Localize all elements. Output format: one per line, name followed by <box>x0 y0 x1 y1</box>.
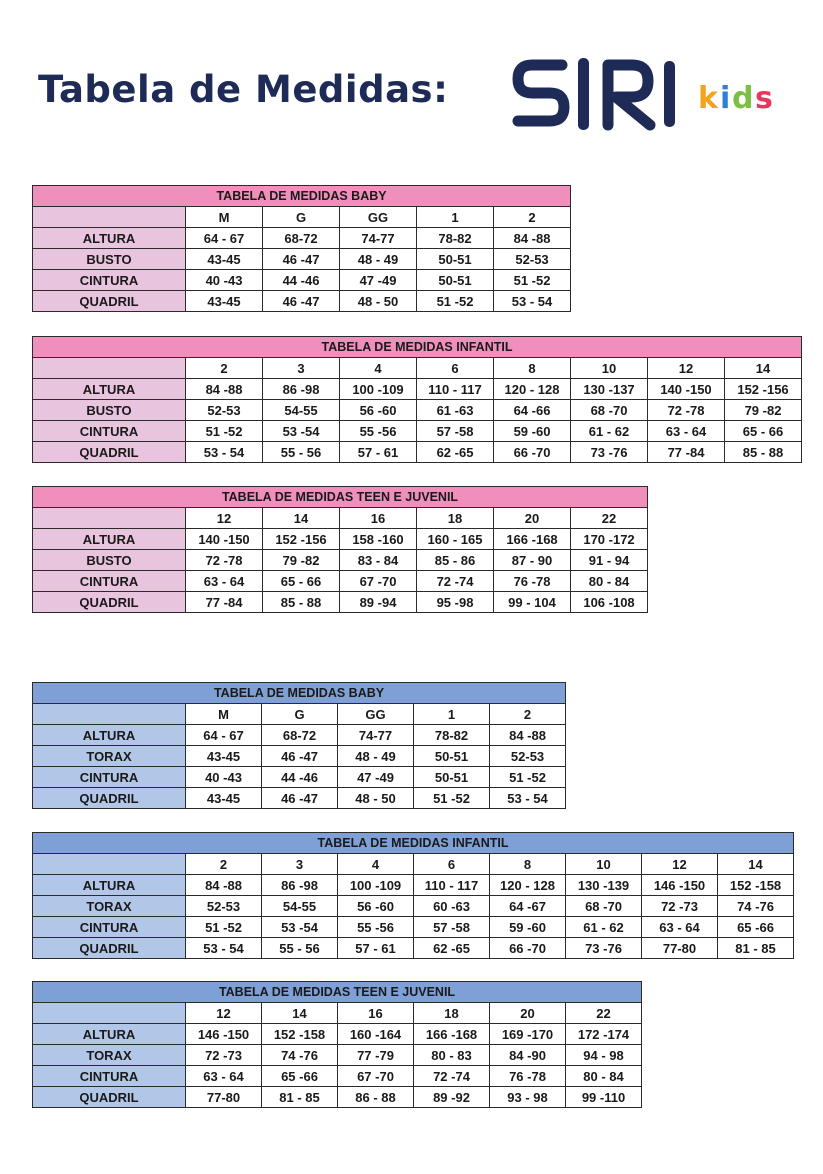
measurement-cell: 52-53 <box>490 746 566 767</box>
measurement-cell: 68 -70 <box>571 400 648 421</box>
size-header-row <box>33 704 566 725</box>
table-row <box>33 400 802 421</box>
row-label: ALTURA <box>33 725 186 746</box>
size-header-cell: 8 <box>490 854 566 875</box>
measurement-cell: 55 -56 <box>338 917 414 938</box>
measurement-cell: 62 -65 <box>414 938 490 959</box>
size-header-cell: 4 <box>340 358 417 379</box>
measurement-cell: 53 - 54 <box>186 442 263 463</box>
size-table-blue <box>32 832 794 959</box>
measurement-cell: 84 -88 <box>490 725 566 746</box>
measurement-cell: 91 - 94 <box>571 550 648 571</box>
size-header-row <box>33 854 794 875</box>
size-header-cell: 10 <box>566 854 642 875</box>
measurement-cell: 140 -150 <box>648 379 725 400</box>
size-header-row <box>33 1003 642 1024</box>
measurement-cell: 44 -46 <box>263 270 340 291</box>
measurement-cell: 170 -172 <box>571 529 648 550</box>
size-table-pink <box>32 185 571 312</box>
table-row <box>33 379 802 400</box>
measurement-cell: 66 -70 <box>494 442 571 463</box>
measurement-cell: 64 -67 <box>490 896 566 917</box>
row-label: QUADRIL <box>33 592 186 613</box>
measurement-cell: 57 - 61 <box>340 442 417 463</box>
row-label: TORAX <box>33 1045 186 1066</box>
table-row <box>33 421 802 442</box>
size-header-cell: 14 <box>263 508 340 529</box>
measurement-cell: 84 -90 <box>490 1045 566 1066</box>
row-label: QUADRIL <box>33 788 186 809</box>
measurement-cell: 76 -78 <box>490 1066 566 1087</box>
row-label: ALTURA <box>33 1024 186 1045</box>
measurement-cell: 79 -82 <box>725 400 802 421</box>
measurement-cell: 65 -66 <box>262 1066 338 1087</box>
measurement-cell: 50-51 <box>417 270 494 291</box>
measurement-cell: 53 - 54 <box>186 938 262 959</box>
measurement-cell: 68-72 <box>263 228 340 249</box>
header-blank-cell <box>33 1003 186 1024</box>
measurement-cell: 120 - 128 <box>490 875 566 896</box>
table-row <box>33 571 648 592</box>
measurement-cell: 51 -52 <box>490 767 566 788</box>
row-label: BUSTO <box>33 550 186 571</box>
logo-letter-r <box>608 65 650 125</box>
measurement-cell: 55 -56 <box>340 421 417 442</box>
measurement-cell: 74 -76 <box>718 896 794 917</box>
size-header-cell: 10 <box>571 358 648 379</box>
measurement-cell: 72 -78 <box>186 550 263 571</box>
size-header-cell: GG <box>338 704 414 725</box>
measurement-cell: 65 - 66 <box>725 421 802 442</box>
measurement-cell: 166 -168 <box>494 529 571 550</box>
measurement-cell: 158 -160 <box>340 529 417 550</box>
measurement-cell: 50-51 <box>414 746 490 767</box>
measurement-cell: 77-80 <box>642 938 718 959</box>
measurement-cell: 77-80 <box>186 1087 262 1108</box>
size-header-cell: M <box>186 704 262 725</box>
measurement-cell: 64 - 67 <box>186 725 262 746</box>
row-label: CINTURA <box>33 571 186 592</box>
measurement-cell: 152 -156 <box>263 529 340 550</box>
size-header-cell: 2 <box>186 358 263 379</box>
svg-text:i: i <box>720 81 731 116</box>
size-table-blue <box>32 682 566 809</box>
header-blank-cell <box>33 854 186 875</box>
measurement-cell: 120 - 128 <box>494 379 571 400</box>
logo-letter-s <box>518 65 564 121</box>
measurement-cell: 166 -168 <box>414 1024 490 1045</box>
measurement-cell: 80 - 84 <box>566 1066 642 1087</box>
size-header-cell: 22 <box>566 1003 642 1024</box>
row-label: TORAX <box>33 896 186 917</box>
table-row <box>33 592 648 613</box>
measurement-cell: 72 -73 <box>186 1045 262 1066</box>
measurement-cell: 55 - 56 <box>263 442 340 463</box>
measurement-cell: 53 - 54 <box>490 788 566 809</box>
svg-text:k: k <box>698 81 718 116</box>
measurement-cell: 54-55 <box>263 400 340 421</box>
measurement-cell: 48 - 49 <box>340 249 417 270</box>
size-header-cell: 2 <box>494 207 571 228</box>
row-label: TORAX <box>33 746 186 767</box>
measurement-cell: 61 - 62 <box>571 421 648 442</box>
size-header-row <box>33 508 648 529</box>
row-label: QUADRIL <box>33 442 186 463</box>
measurement-cell: 53 - 54 <box>494 291 571 312</box>
measurement-cell: 110 - 117 <box>414 875 490 896</box>
measurement-cell: 89 -92 <box>414 1087 490 1108</box>
row-label: ALTURA <box>33 379 186 400</box>
row-label: CINTURA <box>33 421 186 442</box>
size-header-cell: M <box>186 207 263 228</box>
table-title: TABELA DE MEDIDAS BABY <box>33 683 566 704</box>
measurement-cell: 57 -58 <box>414 917 490 938</box>
size-header-cell: G <box>263 207 340 228</box>
table-row <box>33 1045 642 1066</box>
size-header-cell: 12 <box>186 1003 262 1024</box>
row-label: QUADRIL <box>33 938 186 959</box>
measurement-cell: 106 -108 <box>571 592 648 613</box>
row-label: ALTURA <box>33 875 186 896</box>
measurement-cell: 72 -73 <box>642 896 718 917</box>
header-blank-cell <box>33 358 186 379</box>
measurement-cell: 48 - 49 <box>338 746 414 767</box>
measurement-cell: 63 - 64 <box>642 917 718 938</box>
size-header-cell: 14 <box>725 358 802 379</box>
measurement-cell: 152 -156 <box>725 379 802 400</box>
logo-letter-i-1 <box>578 58 589 130</box>
measurement-cell: 93 - 98 <box>490 1087 566 1108</box>
page-title: Tabela de Medidas: <box>38 68 449 111</box>
measurement-cell: 81 - 85 <box>262 1087 338 1108</box>
row-label: BUSTO <box>33 400 186 421</box>
table-row <box>33 529 648 550</box>
measurement-cell: 51 -52 <box>414 788 490 809</box>
table-row <box>33 917 794 938</box>
measurement-cell: 160 - 165 <box>417 529 494 550</box>
logo-letter-i-2 <box>664 61 675 127</box>
row-label: ALTURA <box>33 228 186 249</box>
measurement-cell: 85 - 88 <box>725 442 802 463</box>
measurement-cell: 51 -52 <box>186 421 263 442</box>
measurement-cell: 51 -52 <box>417 291 494 312</box>
size-header-cell: 3 <box>263 358 340 379</box>
table-row <box>33 788 566 809</box>
measurement-cell: 95 -98 <box>417 592 494 613</box>
measurement-cell: 99 -110 <box>566 1087 642 1108</box>
row-label: QUADRIL <box>33 291 186 312</box>
measurement-cell: 64 -66 <box>494 400 571 421</box>
measurement-cell: 89 -94 <box>340 592 417 613</box>
size-header-cell: 18 <box>414 1003 490 1024</box>
measurement-cell: 59 -60 <box>490 917 566 938</box>
table-title: TABELA DE MEDIDAS INFANTIL <box>33 833 794 854</box>
siri-kids-logo <box>512 55 807 145</box>
measurement-cell: 160 -164 <box>338 1024 414 1045</box>
measurement-cell: 84 -88 <box>186 379 263 400</box>
measurement-cell: 80 - 84 <box>571 571 648 592</box>
size-table-blue <box>32 981 642 1108</box>
measurement-cell: 52-53 <box>186 896 262 917</box>
row-label: ALTURA <box>33 529 186 550</box>
header-blank-cell <box>33 207 186 228</box>
measurement-cell: 48 - 50 <box>338 788 414 809</box>
table-row <box>33 767 566 788</box>
size-header-cell: GG <box>340 207 417 228</box>
measurement-cell: 86 -98 <box>263 379 340 400</box>
measurement-cell: 62 -65 <box>417 442 494 463</box>
measurement-cell: 77 -84 <box>648 442 725 463</box>
logo-kids-text <box>698 81 773 116</box>
measurement-cell: 40 -43 <box>186 767 262 788</box>
measurement-cell: 47 -49 <box>338 767 414 788</box>
size-header-row <box>33 358 802 379</box>
measurement-cell: 72 -78 <box>648 400 725 421</box>
table-title: TABELA DE MEDIDAS BABY <box>33 186 571 207</box>
measurement-cell: 172 -174 <box>566 1024 642 1045</box>
measurement-cell: 77 -84 <box>186 592 263 613</box>
table-row <box>33 875 794 896</box>
size-header-cell: 12 <box>186 508 263 529</box>
measurement-cell: 53 -54 <box>262 917 338 938</box>
table-title: TABELA DE MEDIDAS TEEN E JUVENIL <box>33 982 642 1003</box>
measurement-cell: 85 - 88 <box>263 592 340 613</box>
table-row <box>33 291 571 312</box>
measurement-cell: 65 - 66 <box>263 571 340 592</box>
measurement-cell: 40 -43 <box>186 270 263 291</box>
table-row <box>33 938 794 959</box>
measurement-cell: 50-51 <box>414 767 490 788</box>
measurement-cell: 63 - 64 <box>186 571 263 592</box>
measurement-cell: 44 -46 <box>262 767 338 788</box>
size-header-cell: 14 <box>262 1003 338 1024</box>
measurement-cell: 65 -66 <box>718 917 794 938</box>
row-label: QUADRIL <box>33 1087 186 1108</box>
size-header-cell: 22 <box>571 508 648 529</box>
size-header-cell: 18 <box>417 508 494 529</box>
measurement-cell: 68-72 <box>262 725 338 746</box>
measurement-cell: 73 -76 <box>571 442 648 463</box>
row-label: CINTURA <box>33 917 186 938</box>
table-row <box>33 1087 642 1108</box>
measurement-cell: 64 - 67 <box>186 228 263 249</box>
row-label: CINTURA <box>33 767 186 788</box>
size-header-cell: 2 <box>490 704 566 725</box>
measurement-cell: 110 - 117 <box>417 379 494 400</box>
measurement-cell: 47 -49 <box>340 270 417 291</box>
measurement-cell: 94 - 98 <box>566 1045 642 1066</box>
measurement-cell: 51 -52 <box>494 270 571 291</box>
measurement-cell: 53 -54 <box>263 421 340 442</box>
svg-text:s: s <box>755 81 773 116</box>
measurement-cell: 43-45 <box>186 746 262 767</box>
size-header-cell: 12 <box>648 358 725 379</box>
measurement-cell: 78-82 <box>417 228 494 249</box>
table-row <box>33 442 802 463</box>
measurement-cell: 57 - 61 <box>338 938 414 959</box>
measurement-cell: 73 -76 <box>566 938 642 959</box>
measurement-cell: 63 - 64 <box>648 421 725 442</box>
measurement-cell: 84 -88 <box>494 228 571 249</box>
measurement-cell: 169 -170 <box>490 1024 566 1045</box>
measurement-cell: 43-45 <box>186 788 262 809</box>
measurement-cell: 59 -60 <box>494 421 571 442</box>
measurement-cell: 67 -70 <box>338 1066 414 1087</box>
measurement-cell: 57 -58 <box>417 421 494 442</box>
size-header-cell: 4 <box>338 854 414 875</box>
size-table-pink <box>32 336 802 463</box>
table-row <box>33 550 648 571</box>
measurement-cell: 130 -139 <box>566 875 642 896</box>
row-label: CINTURA <box>33 1066 186 1087</box>
size-header-cell: 3 <box>262 854 338 875</box>
measurement-cell: 77 -79 <box>338 1045 414 1066</box>
size-header-cell: 1 <box>414 704 490 725</box>
measurement-cell: 85 - 86 <box>417 550 494 571</box>
size-header-cell: 14 <box>718 854 794 875</box>
size-header-cell: 1 <box>417 207 494 228</box>
measurement-cell: 61 - 62 <box>566 917 642 938</box>
row-label: CINTURA <box>33 270 186 291</box>
measurement-cell: 80 - 83 <box>414 1045 490 1066</box>
size-header-cell: 8 <box>494 358 571 379</box>
measurement-cell: 46 -47 <box>263 249 340 270</box>
measurement-cell: 84 -88 <box>186 875 262 896</box>
header-blank-cell <box>33 704 186 725</box>
measurement-cell: 51 -52 <box>186 917 262 938</box>
measurement-cell: 52-53 <box>186 400 263 421</box>
measurement-cell: 74-77 <box>340 228 417 249</box>
size-header-cell: 12 <box>642 854 718 875</box>
measurement-cell: 83 - 84 <box>340 550 417 571</box>
measurement-cell: 152 -158 <box>262 1024 338 1045</box>
measurement-cell: 99 - 104 <box>494 592 571 613</box>
measurement-cell: 66 -70 <box>490 938 566 959</box>
measurement-cell: 146 -150 <box>642 875 718 896</box>
measurement-cell: 152 -158 <box>718 875 794 896</box>
size-header-cell: 20 <box>490 1003 566 1024</box>
table-row <box>33 1024 642 1045</box>
measurement-cell: 52-53 <box>494 249 571 270</box>
size-header-cell: G <box>262 704 338 725</box>
size-header-cell: 20 <box>494 508 571 529</box>
measurement-cell: 67 -70 <box>340 571 417 592</box>
measurement-cell: 56 -60 <box>338 896 414 917</box>
measurement-cell: 61 -63 <box>417 400 494 421</box>
size-header-row <box>33 207 571 228</box>
measurement-cell: 50-51 <box>417 249 494 270</box>
measurement-cell: 74-77 <box>338 725 414 746</box>
measurement-cell: 46 -47 <box>262 746 338 767</box>
measurement-cell: 55 - 56 <box>262 938 338 959</box>
measurement-cell: 63 - 64 <box>186 1066 262 1087</box>
measurement-cell: 43-45 <box>186 291 263 312</box>
header-blank-cell <box>33 508 186 529</box>
size-header-cell: 6 <box>414 854 490 875</box>
table-row <box>33 270 571 291</box>
size-header-cell: 2 <box>186 854 262 875</box>
measurement-cell: 140 -150 <box>186 529 263 550</box>
table-title: TABELA DE MEDIDAS TEEN E JUVENIL <box>33 487 648 508</box>
measurement-cell: 60 -63 <box>414 896 490 917</box>
table-row <box>33 1066 642 1087</box>
size-header-cell: 16 <box>340 508 417 529</box>
measurement-cell: 46 -47 <box>263 291 340 312</box>
measurement-cell: 87 - 90 <box>494 550 571 571</box>
table-row <box>33 746 566 767</box>
size-header-cell: 16 <box>338 1003 414 1024</box>
measurement-cell: 78-82 <box>414 725 490 746</box>
measurement-cell: 81 - 85 <box>718 938 794 959</box>
measurement-cell: 100 -109 <box>340 379 417 400</box>
measurement-cell: 46 -47 <box>262 788 338 809</box>
table-row <box>33 725 566 746</box>
measurement-cell: 43-45 <box>186 249 263 270</box>
size-header-cell: 6 <box>417 358 494 379</box>
measurement-cell: 74 -76 <box>262 1045 338 1066</box>
svg-text:d: d <box>732 81 754 116</box>
measurement-cell: 130 -137 <box>571 379 648 400</box>
measurement-cell: 100 -109 <box>338 875 414 896</box>
measurement-cell: 79 -82 <box>263 550 340 571</box>
measurement-cell: 86 -98 <box>262 875 338 896</box>
size-table-pink <box>32 486 648 613</box>
measurement-cell: 146 -150 <box>186 1024 262 1045</box>
measurement-cell: 54-55 <box>262 896 338 917</box>
table-row <box>33 249 571 270</box>
measurement-cell: 72 -74 <box>417 571 494 592</box>
measurement-cell: 68 -70 <box>566 896 642 917</box>
table-row <box>33 896 794 917</box>
table-title: TABELA DE MEDIDAS INFANTIL <box>33 337 802 358</box>
measurement-cell: 56 -60 <box>340 400 417 421</box>
measurement-cell: 48 - 50 <box>340 291 417 312</box>
table-row <box>33 228 571 249</box>
row-label: BUSTO <box>33 249 186 270</box>
measurement-cell: 76 -78 <box>494 571 571 592</box>
measurement-cell: 72 -74 <box>414 1066 490 1087</box>
measurement-cell: 86 - 88 <box>338 1087 414 1108</box>
